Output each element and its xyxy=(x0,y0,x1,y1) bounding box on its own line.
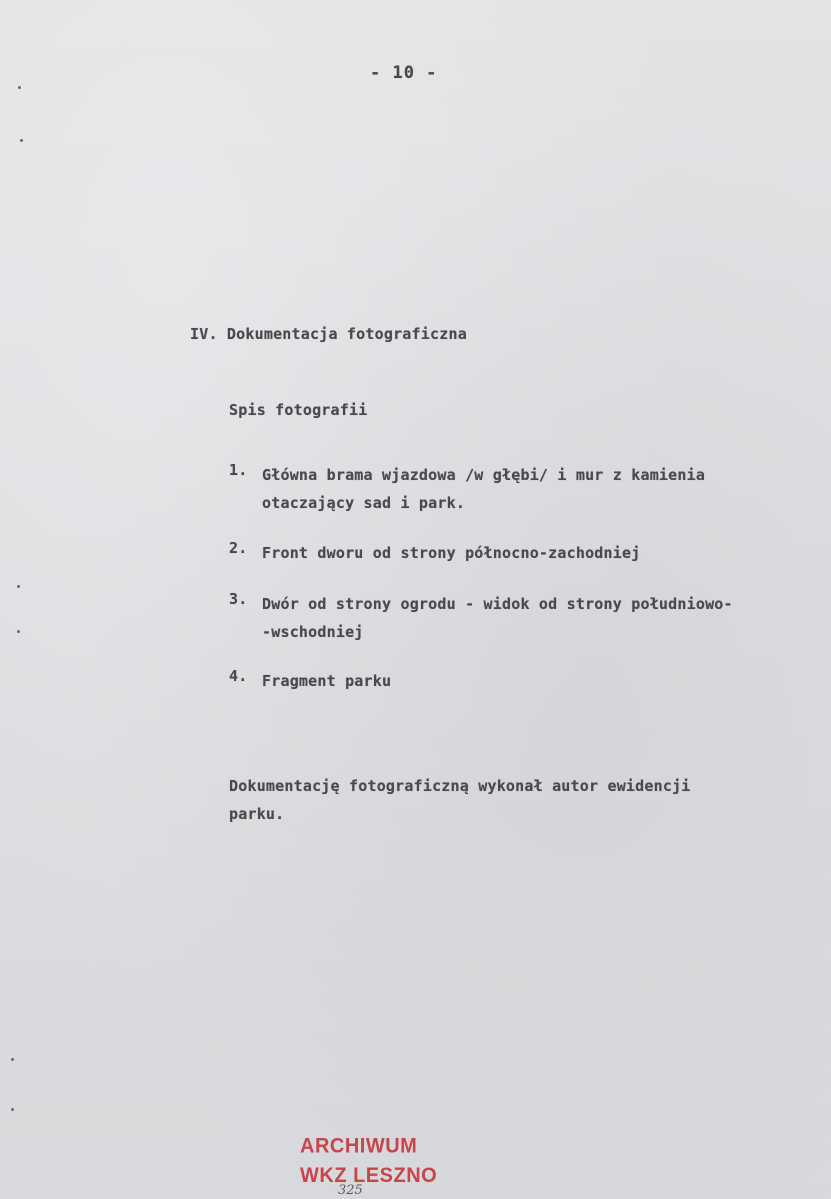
photo-list-heading: Spis fotografii xyxy=(229,401,368,419)
handwritten-folio-number: 325 xyxy=(338,1183,363,1198)
margin-speck xyxy=(11,1058,14,1061)
list-item-line: -wschodniej xyxy=(262,623,364,641)
list-item-number: 2. xyxy=(229,539,248,557)
stamp-line-archive: ARCHIWUM xyxy=(300,1134,418,1158)
list-item-line: Front dworu od strony północno-zachodniej xyxy=(262,544,641,562)
margin-speck xyxy=(20,139,23,142)
list-item-number: 3. xyxy=(229,590,248,608)
list-item-line: Fragment parku xyxy=(262,672,392,690)
list-item-line: otaczający sad i park. xyxy=(262,494,466,512)
list-item-number: 1. xyxy=(229,461,248,479)
section-title: IV. Dokumentacja fotograficzna xyxy=(190,325,467,343)
stamp-line-office: WKZ LESZNO xyxy=(300,1164,438,1188)
photo-credit-note xyxy=(229,772,691,828)
page-number: - 10 - xyxy=(370,63,438,83)
list-item-line: Dwór od strony ogrodu - widok od strony południowo- xyxy=(262,595,733,613)
list-item-text xyxy=(262,539,640,567)
archive-stamp xyxy=(300,1132,437,1191)
list-item-line: Główna brama wjazdowa /w głębi/ i mur z kamienia xyxy=(262,466,706,484)
margin-speck xyxy=(18,86,21,89)
margin-speck xyxy=(17,630,20,633)
list-item-text xyxy=(262,461,705,517)
photo-credit-line: parku. xyxy=(229,805,285,823)
list-item-number: 4. xyxy=(229,667,248,685)
list-item-text xyxy=(262,667,391,695)
photo-credit-line: Dokumentację fotograficzną wykonał autor ewidencji xyxy=(229,777,691,795)
margin-speck xyxy=(17,585,20,588)
list-item-text xyxy=(262,590,733,646)
margin-speck xyxy=(11,1108,14,1111)
